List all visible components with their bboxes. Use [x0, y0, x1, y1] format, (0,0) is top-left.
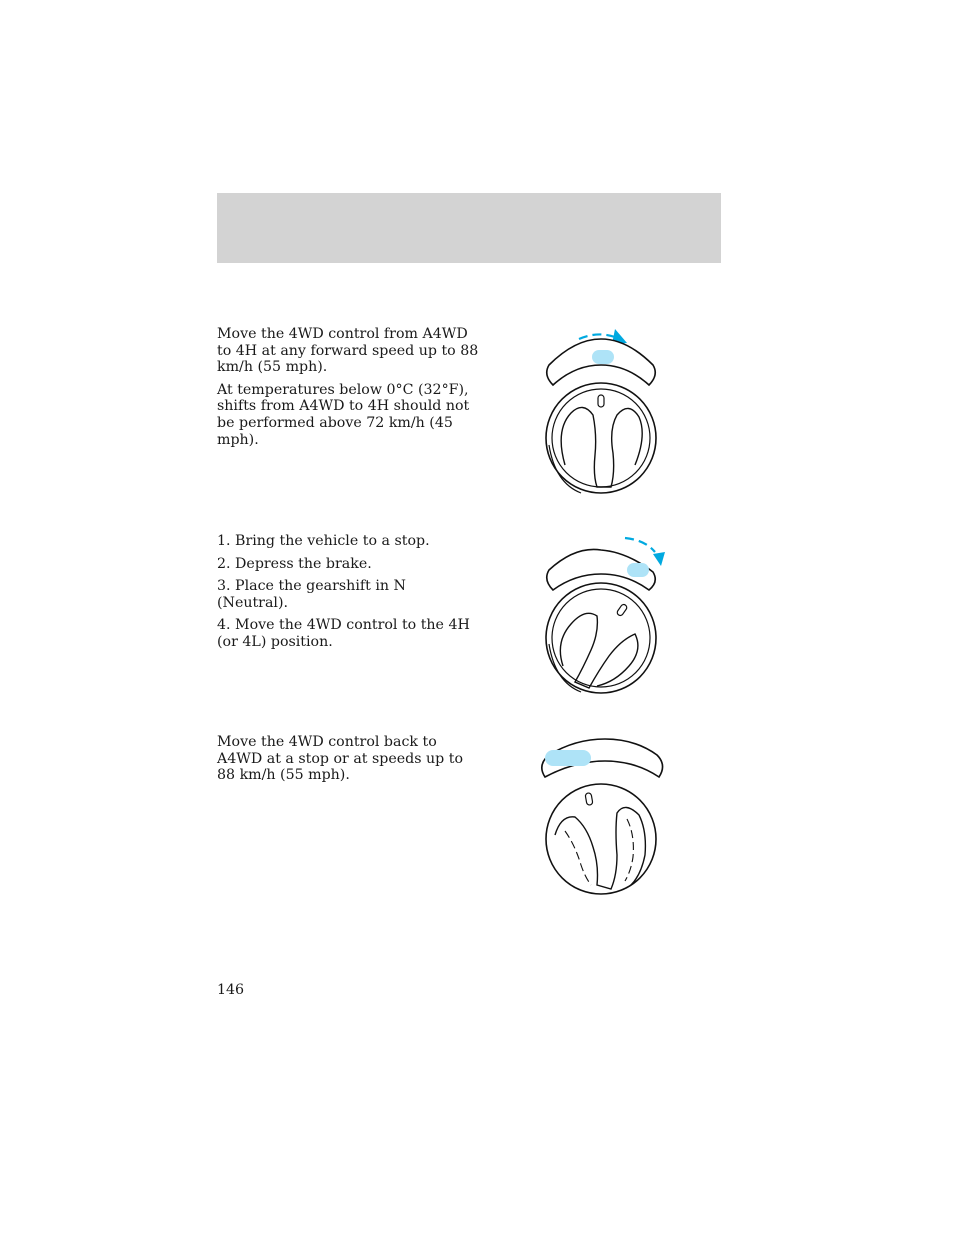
4wd-control-knob-illustration-back-to-a4wd — [535, 735, 675, 905]
list-item: 2. Depress the brake. — [217, 555, 372, 572]
paragraph: Move the 4WD control back to A4WD at a stop or at speeds up to 88 km/h (55 mph). — [217, 734, 463, 784]
4wd-control-knob-illustration-4h-4l — [535, 532, 675, 702]
4wd-control-knob-illustration-a4wd-to-4h — [535, 325, 675, 495]
knob-dial-icon — [535, 325, 675, 495]
page-number: 146 — [217, 982, 245, 998]
list-item: 4. Move the 4WD control to the 4H (or 4L) position. — [217, 617, 470, 650]
section-shift-steps-list — [217, 533, 479, 657]
knob-dial-icon — [535, 735, 675, 905]
paragraph: Move the 4WD control from A4WD to 4H at any forward speed up to 88 km/h (55 mph). — [217, 326, 479, 376]
list-item: 1. Bring the vehicle to a stop. — [217, 533, 430, 549]
list-item: 3. Place the gearshift in N (Neutral). — [217, 578, 406, 611]
section-a4wd-to-4h-text — [217, 326, 479, 454]
section-back-to-a4wd-text — [217, 734, 479, 790]
section-header-bar — [217, 193, 721, 263]
paragraph: At temperatures below 0°C (32°F), shifts from A4WD to 4H should not be performed above 72 km/h (45 mph). — [217, 381, 470, 448]
knob-dial-icon — [535, 532, 675, 702]
